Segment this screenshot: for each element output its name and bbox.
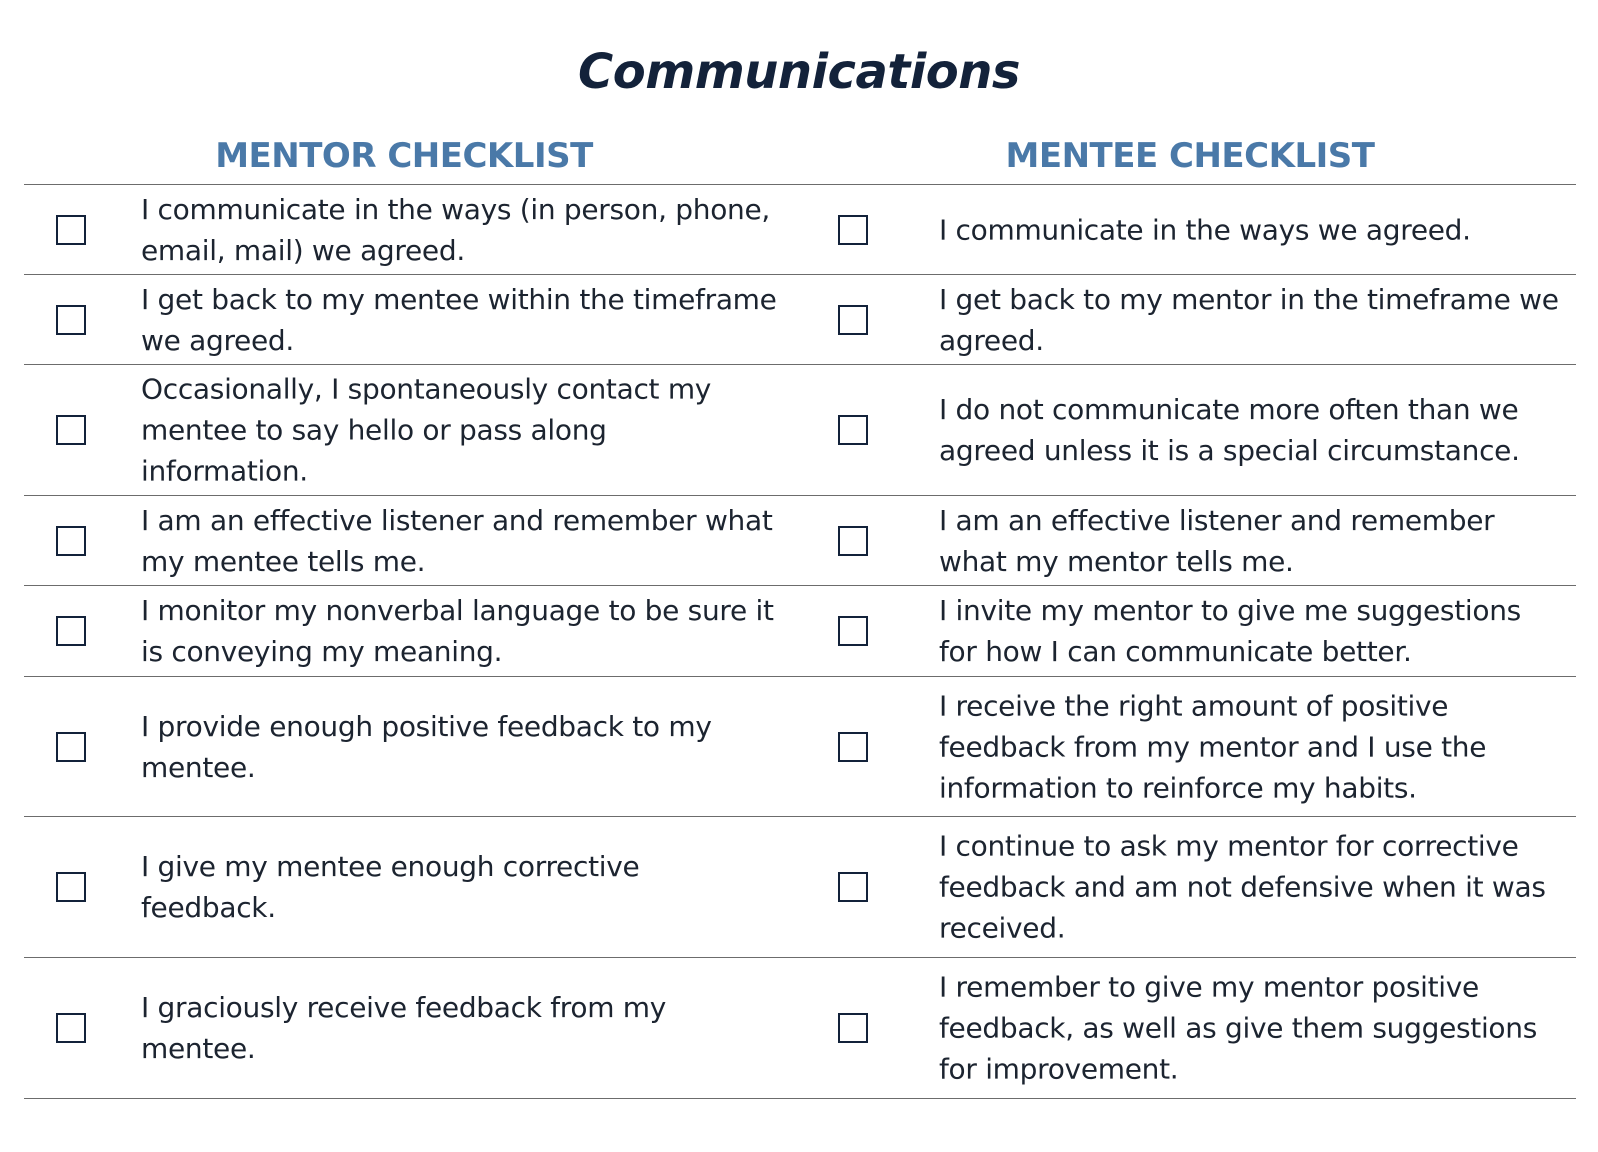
checklist-row	[24, 275, 1576, 365]
mentee-item-text: I am an effective listener and remember what my mentor tells me.	[939, 503, 1495, 578]
mentee-item-text: I continue to ask my mentor for corrective feedback and am not defensive when it was received.	[939, 829, 1546, 945]
mentor-checkbox[interactable]	[56, 305, 86, 335]
mentee-checkbox[interactable]	[838, 526, 868, 556]
mentee-checkbox[interactable]	[838, 415, 868, 445]
mentee-item	[804, 496, 1576, 585]
checklist-table	[24, 184, 1576, 1099]
mentor-checkbox[interactable]	[56, 732, 86, 762]
mentor-item	[24, 365, 804, 495]
mentor-checkbox[interactable]	[56, 616, 86, 646]
mentor-checkbox[interactable]	[56, 415, 86, 445]
checklist-row	[24, 958, 1576, 1099]
mentor-item-text: I provide enough positive feedback to my mentee.	[141, 709, 712, 784]
mentor-item	[24, 817, 804, 957]
mentee-item	[804, 185, 1576, 274]
mentee-item-text: I remember to give my mentor positive feedback, as well as give them suggestions for improvement.	[939, 970, 1538, 1086]
mentor-item	[24, 185, 804, 274]
mentee-checkbox[interactable]	[838, 1013, 868, 1043]
mentee-item	[804, 275, 1576, 364]
column-headers	[24, 130, 1576, 182]
mentee-item	[804, 586, 1576, 676]
checklist-row	[24, 185, 1576, 275]
mentor-item-text: Occasionally, I spontaneously contact my mentee to say hello or pass along information.	[141, 372, 712, 488]
mentee-item	[804, 365, 1576, 495]
mentor-item-text: I graciously receive feedback from my mentee.	[141, 991, 667, 1065]
mentor-item-text: I give my mentee enough corrective feedback.	[141, 850, 640, 924]
mentor-checkbox[interactable]	[56, 872, 86, 902]
mentee-item-text: I communicate in the ways we agreed.	[939, 213, 1471, 246]
mentee-checkbox[interactable]	[838, 616, 868, 646]
mentee-checkbox[interactable]	[838, 305, 868, 335]
mentor-checkbox[interactable]	[56, 1013, 86, 1043]
mentee-item-text: I invite my mentor to give me suggestions for how I can communicate better.	[939, 594, 1521, 668]
checklist-row	[24, 496, 1576, 586]
mentor-item	[24, 677, 804, 816]
checklist-row	[24, 586, 1576, 677]
mentor-item-text: I get back to my mentee within the timeframe we agreed.	[141, 282, 777, 357]
mentor-item-text: I monitor my nonverbal language to be sure it is conveying my meaning.	[141, 594, 774, 668]
checklist-row	[24, 365, 1576, 496]
mentor-item-text: I communicate in the ways (in person, phone, email, mail) we agreed.	[141, 192, 771, 267]
checklist-row	[24, 817, 1576, 958]
mentor-checkbox[interactable]	[56, 215, 86, 245]
mentee-checkbox[interactable]	[838, 215, 868, 245]
mentee-item-text: I do not communicate more often than we agreed unless it is a special circumstance.	[939, 393, 1520, 467]
checklist-row	[24, 677, 1576, 817]
mentee-checkbox[interactable]	[838, 732, 868, 762]
mentee-item	[804, 677, 1576, 816]
mentee-item-text: I get back to my mentor in the timeframe we agreed.	[939, 282, 1559, 357]
mentor-item	[24, 275, 804, 364]
mentee-checklist-heading: MENTEE CHECKLIST	[1005, 136, 1375, 176]
page-title: Communications	[578, 44, 1020, 100]
mentor-checklist-heading: MENTOR CHECKLIST	[215, 136, 593, 176]
mentee-checkbox[interactable]	[838, 872, 868, 902]
mentor-item	[24, 586, 804, 676]
mentor-checkbox[interactable]	[56, 526, 86, 556]
mentee-item	[804, 958, 1576, 1098]
mentee-item-text: I receive the right amount of positive feedback from my mentor and I use the information to reinforce my habits.	[939, 689, 1487, 804]
mentor-item	[24, 958, 804, 1098]
mentor-item	[24, 496, 804, 585]
mentee-item	[804, 817, 1576, 957]
mentor-item-text: I am an effective listener and remember what my mentee tells me.	[141, 503, 773, 578]
